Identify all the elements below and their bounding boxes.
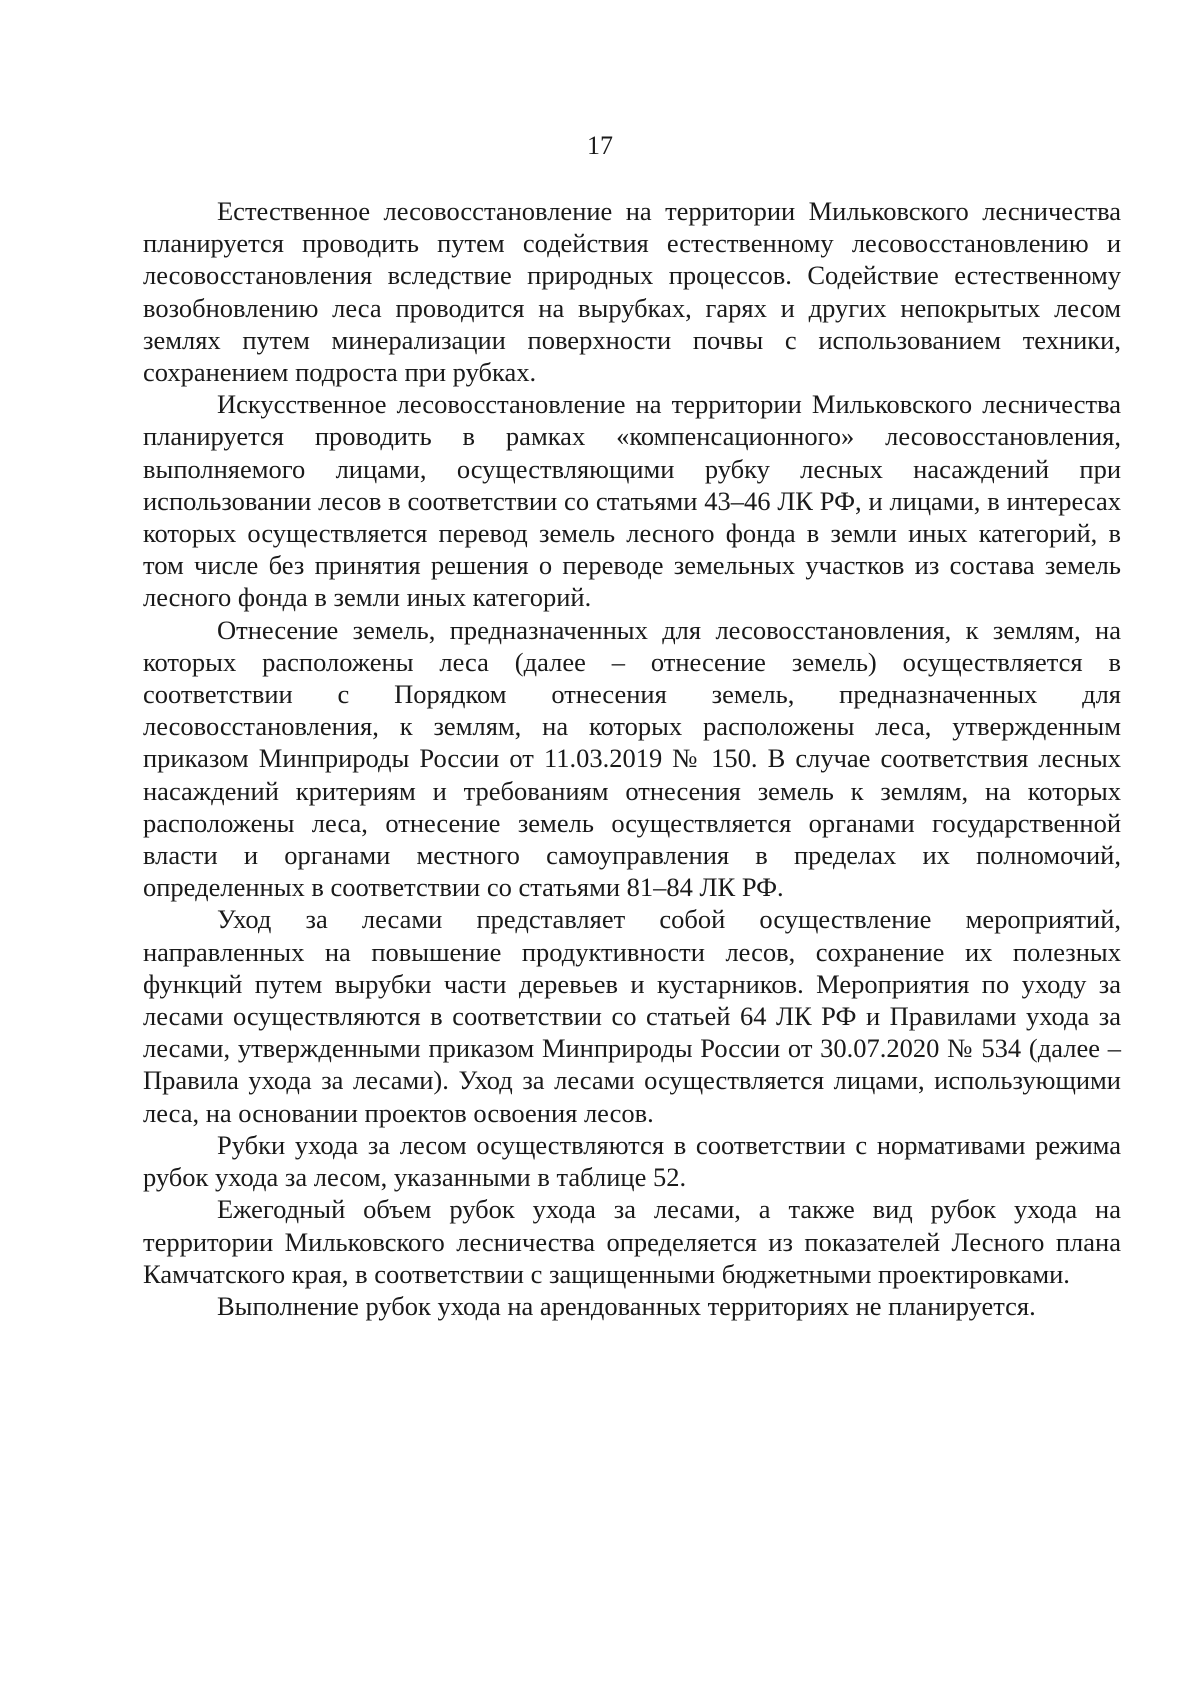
paragraph-annual-volume: Ежегодный объем рубок ухода за лесами, а также вид рубок ухода на территории Мильковского лесничества определяется из показателей Лесного плана Камчатского края, в соответствии с защищенными бюджетными проектировками. [143, 1194, 1121, 1289]
paragraph-land-classification: Отнесение земель, предназначенных для лесовосстановления, к землям, на которых расположены леса (далее – отнесение земель) осуществляется в соответствии с Порядком отнесения земель, предназначенных для лесовосстановления, к землям, на которых расположены леса, утвержденным приказом Минприроды России от 11.03.2019 № 150. В случае соответствия лесных насаждений критериям и требованиям отнесения земель к землям, на которых расположены леса, отнесение земель осуществляется органами государственной власти и органами местного самоуправления в пределах их полномочий, определенных в соответствии со статьями 81–84 ЛК РФ. [143, 614, 1121, 903]
page-number: 17 [587, 131, 613, 160]
paragraph-forest-care: Уход за лесами представляет собой осуществление мероприятий, направленных на повышение продуктивности лесов, сохранение их полезных функций путем вырубки части деревьев и кустарников. Мероприятия по уходу за лесами осуществляются в соответствии со статьей 64 ЛК РФ и Правилами ухода за лесами, утвержденными приказом Минприроды России от 30.07.2020 № 534 (далее – Правила ухода за лесами). Уход за лесами осуществляется лицами, использующими леса, на основании проектов освоения лесов. [143, 904, 1121, 1128]
paragraph-leased-territories: Выполнение рубок ухода на арендованных территориях не планируется. [217, 1290, 1036, 1321]
paragraph-thinning-norms: Рубки ухода за лесом осуществляются в соответствии с нормативами режима рубок ухода за лесом, указанными в таблице 52. [143, 1129, 1121, 1193]
paragraph-natural-reforestation: Естественное лесовосстановление на территории Мильковского лесничества планируется проводить путем содействия естественному лесовосстановлению и лесовосстановления вследствие природных процессов. Содействие естественному возобновлению леса проводится на вырубках, гарях и других непокрытых лесом землях путем минерализации поверхности почвы с использованием техники, сохранением подроста при рубках. [143, 196, 1121, 388]
paragraph-artificial-reforestation: Искусственное лесовосстановление на территории Мильковского лесничества планируется проводить в рамках «компенсационного» лесовосстановления, выполняемого лицами, осуществляющими рубку лесных насаждений при использовании лесов в соответствии со статьями 43–46 ЛК РФ, и лицами, в интересах которых осуществляется перевод земель лесного фонда в земли иных категорий, в том числе без принятия решения о переводе земельных участков из состава земель лесного фонда в земли иных категорий. [143, 389, 1121, 613]
document-body [143, 195, 1121, 1322]
